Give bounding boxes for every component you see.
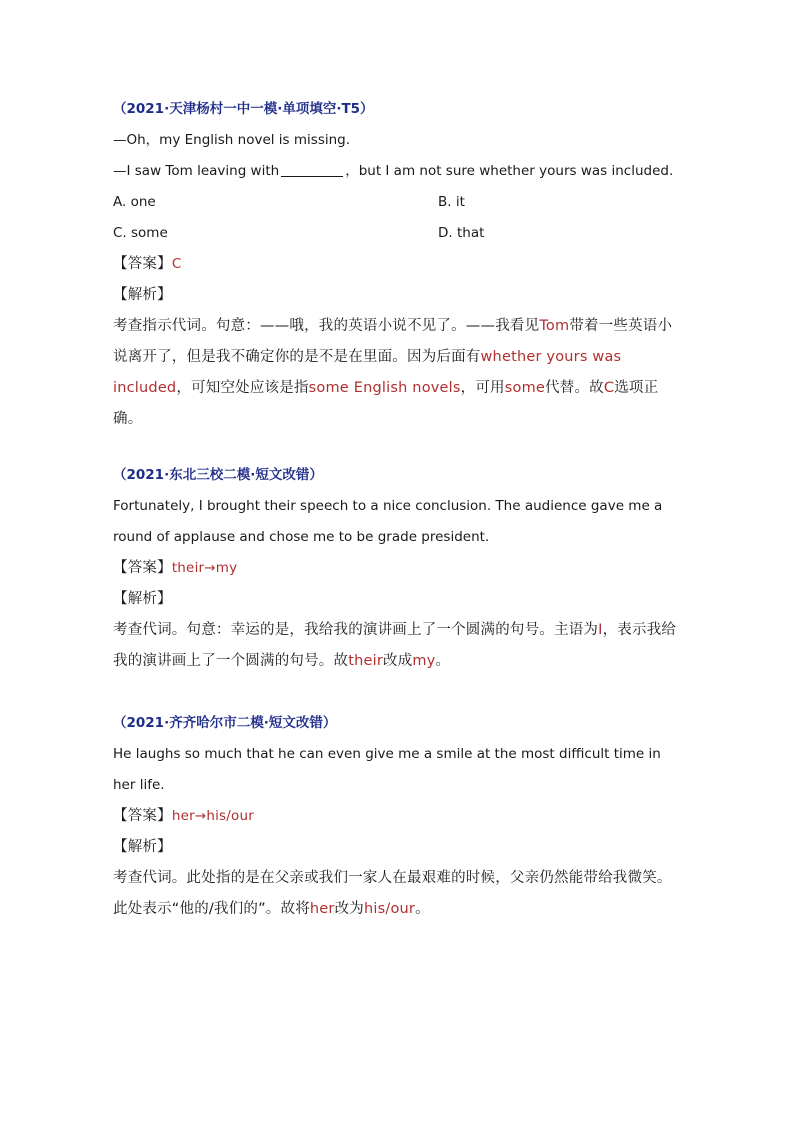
question-source: （2021·齐齐哈尔市二模·短文改错） (113, 715, 337, 731)
analysis-text: 考查代词。句意：幸运的是，我给我的演讲画上了一个圆满的句号。主语为I，表示我给我的演讲画上了一个圆满的句号。故their改成my。 (113, 622, 677, 669)
answer-label: 【答案】 (113, 560, 172, 576)
question-source: （2021·东北三校二模·短文改错） (113, 467, 323, 483)
answer-value: her→his/our (171, 808, 254, 824)
analysis-label: 【解析】 (113, 287, 172, 303)
question-stem-line: —Oh，my English novel is missing. (113, 132, 351, 148)
option-d: D. that (438, 225, 485, 241)
analysis-text: 考查代词。此处指的是在父亲或我们一家人在最艰难的时候，父亲仍然能带给我微笑。此处表示“他的/我们的”。故将her改为his/our。 (113, 870, 672, 917)
analysis-label: 【解析】 (113, 591, 172, 607)
answer-label: 【答案】 (113, 256, 172, 272)
answer-line (113, 801, 683, 832)
answer-line (113, 553, 683, 584)
answer-label: 【答案】 (113, 808, 172, 824)
question-stem: Fortunately, I brought their speech to a nice conclusion. The audience gave me a round of applause and chose me to be grade president. (113, 498, 663, 545)
option-a: A. one (113, 194, 156, 210)
option-c: C. some (113, 225, 168, 241)
answer-value: C (171, 256, 182, 272)
question-1 (113, 94, 683, 435)
question-3 (113, 708, 683, 925)
answer-value: their→my (171, 560, 238, 576)
answer-blank (281, 162, 343, 177)
options-row (113, 218, 683, 249)
stem-text: ，but I am not sure whether yours was included. (345, 163, 674, 179)
analysis-text: 考查指示代词。句意：——哦，我的英语小说不见了。——我看见Tom带着一些英语小说离开了，但是我不确定你的是不是在里面。因为后面有whether yours was included，可知空处应该是指some English novels，可用some代替。故C选项正确。 (113, 318, 673, 427)
option-b: B. it (438, 194, 465, 210)
analysis-label: 【解析】 (113, 839, 172, 855)
stem-text: —I saw Tom leaving with (113, 163, 280, 179)
answer-line (113, 249, 683, 280)
question-stem: He laughs so much that he can even give me a smile at the most difficult time in her life. (113, 746, 661, 793)
question-2 (113, 460, 683, 677)
options-row (113, 187, 683, 218)
question-stem-line (113, 156, 683, 187)
question-source: （2021·天津杨村一中一模·单项填空·T5） (113, 101, 374, 117)
